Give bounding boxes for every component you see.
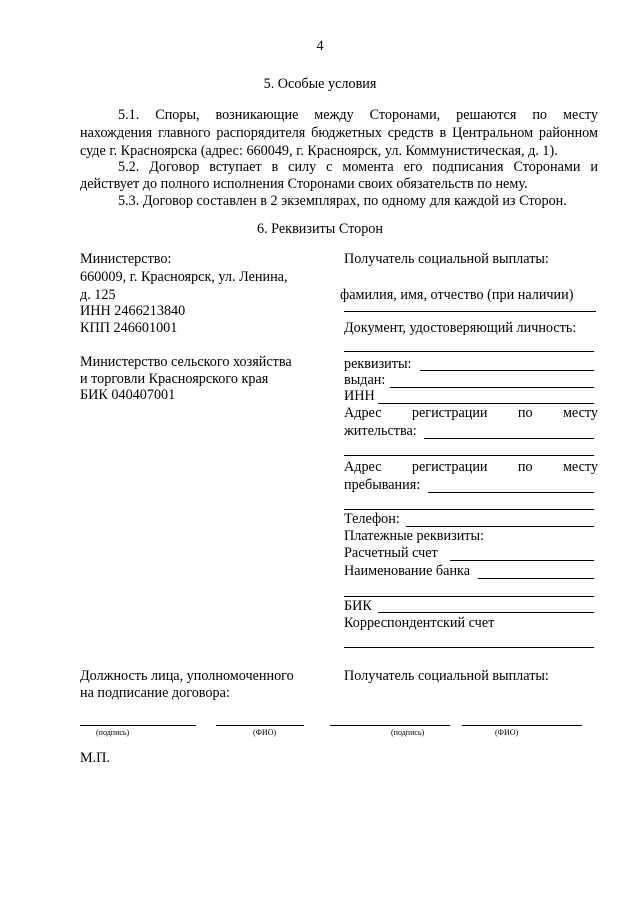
clause-5-1-line-2: нахождения главного распорядителя бюджетных средств в Центральном районном bbox=[80, 125, 598, 141]
recipient-name-caption: (ФИО) bbox=[495, 728, 519, 737]
ministry-kpp: КПП 246601001 bbox=[80, 320, 178, 336]
ministry-address: 660009, г. Красноярск, ул. Ленина, bbox=[80, 269, 288, 285]
issued-label: выдан: bbox=[344, 372, 386, 388]
recipient-signature-caption: (подпись) bbox=[391, 728, 425, 737]
account-label: Расчетный счет bbox=[344, 545, 438, 561]
stay-address-label bbox=[344, 458, 598, 476]
requisites-label: реквизиты: bbox=[344, 356, 412, 372]
issued-line bbox=[390, 387, 594, 388]
recipient-heading: Получатель социальной выплаты: bbox=[344, 251, 549, 267]
ministry-signature-caption: (подпись) bbox=[96, 728, 130, 737]
corr-account-label: Корреспондентский счет bbox=[344, 615, 495, 631]
recipient-name-line bbox=[462, 725, 582, 726]
stay-address-word-3: по bbox=[517, 459, 533, 475]
fio-line bbox=[344, 311, 596, 312]
identity-document-label: Документ, удостоверяющий личность: bbox=[344, 320, 577, 336]
requisites-line bbox=[420, 370, 594, 371]
residence-line-2 bbox=[344, 455, 594, 456]
clause-5-1-line-3: суде г. Красноярска (адрес: 660049, г. Красноярск, ул. Коммунистическая, д. 1). bbox=[80, 143, 558, 159]
section-6-title: 6. Реквизиты Сторон bbox=[256, 221, 383, 237]
stay-address-word-1: Адрес bbox=[344, 459, 382, 475]
residence-address-label bbox=[344, 404, 598, 422]
page-number: 4 bbox=[316, 38, 324, 54]
ministry-inn: ИНН 2466213840 bbox=[80, 303, 186, 319]
authorized-position-label-line-1: Должность лица, уполномоченного bbox=[80, 668, 294, 684]
stay-address-word-4: месту bbox=[562, 459, 598, 475]
ministry-label: Министерство: bbox=[80, 251, 172, 267]
ministry-signature-line bbox=[80, 725, 196, 726]
phone-label: Телефон: bbox=[344, 511, 400, 527]
stamp-placeholder: М.П. bbox=[80, 750, 110, 766]
ministry-building: д. 125 bbox=[80, 287, 116, 303]
stay-address-word-2: регистрации bbox=[411, 459, 488, 475]
ministry-name-caption: (ФИО) bbox=[253, 728, 277, 737]
bank-name-line-2 bbox=[344, 596, 594, 597]
identity-document-line bbox=[344, 351, 594, 352]
fio-caption: фамилия, имя, отчество (при наличии) bbox=[340, 287, 574, 303]
authorized-position-label-line-2: на подписание договора: bbox=[80, 685, 230, 701]
address-word-1: Адрес bbox=[344, 405, 382, 421]
recipient-inn-label: ИНН bbox=[344, 388, 375, 404]
ministry-full-name-line-1: Министерство сельского хозяйства bbox=[80, 354, 292, 370]
stay-label: пребывания: bbox=[344, 477, 421, 493]
recipient-signature-heading: Получатель социальной выплаты: bbox=[344, 668, 549, 684]
address-word-2: регистрации bbox=[411, 405, 488, 421]
clause-5-2-line-2: действует до полного исполнения Сторонами своих обязательств по нему. bbox=[80, 176, 528, 192]
address-word-4: месту bbox=[562, 405, 598, 421]
residence-line-1 bbox=[424, 438, 594, 439]
clause-5-1-line-1: 5.1. Споры, возникающие между Сторонами, решаются по месту bbox=[118, 107, 598, 123]
address-word-3: по bbox=[517, 405, 533, 421]
payment-requisites-label: Платежные реквизиты: bbox=[344, 528, 484, 544]
ministry-bik: БИК 040407001 bbox=[80, 387, 176, 403]
clause-5-3: 5.3. Договор составлен в 2 экземплярах, по одному для каждой из Сторон. bbox=[118, 193, 567, 209]
residence-label: жительства: bbox=[344, 423, 417, 439]
section-5-title: 5. Особые условия bbox=[263, 76, 377, 92]
recipient-bik-line bbox=[378, 612, 594, 613]
clause-5-2-line-1: 5.2. Договор вступает в силу с момента его подписания Сторонами и bbox=[118, 159, 598, 175]
corr-account-line bbox=[344, 647, 594, 648]
account-line bbox=[450, 560, 594, 561]
ministry-name-line bbox=[216, 725, 304, 726]
bank-name-label: Наименование банка bbox=[344, 563, 471, 579]
ministry-full-name-line-2: и торговли Красноярского края bbox=[80, 371, 269, 387]
stay-line-1 bbox=[428, 492, 594, 493]
bank-name-line bbox=[478, 578, 594, 579]
recipient-signature-line bbox=[330, 725, 450, 726]
recipient-bik-label: БИК bbox=[344, 598, 372, 614]
